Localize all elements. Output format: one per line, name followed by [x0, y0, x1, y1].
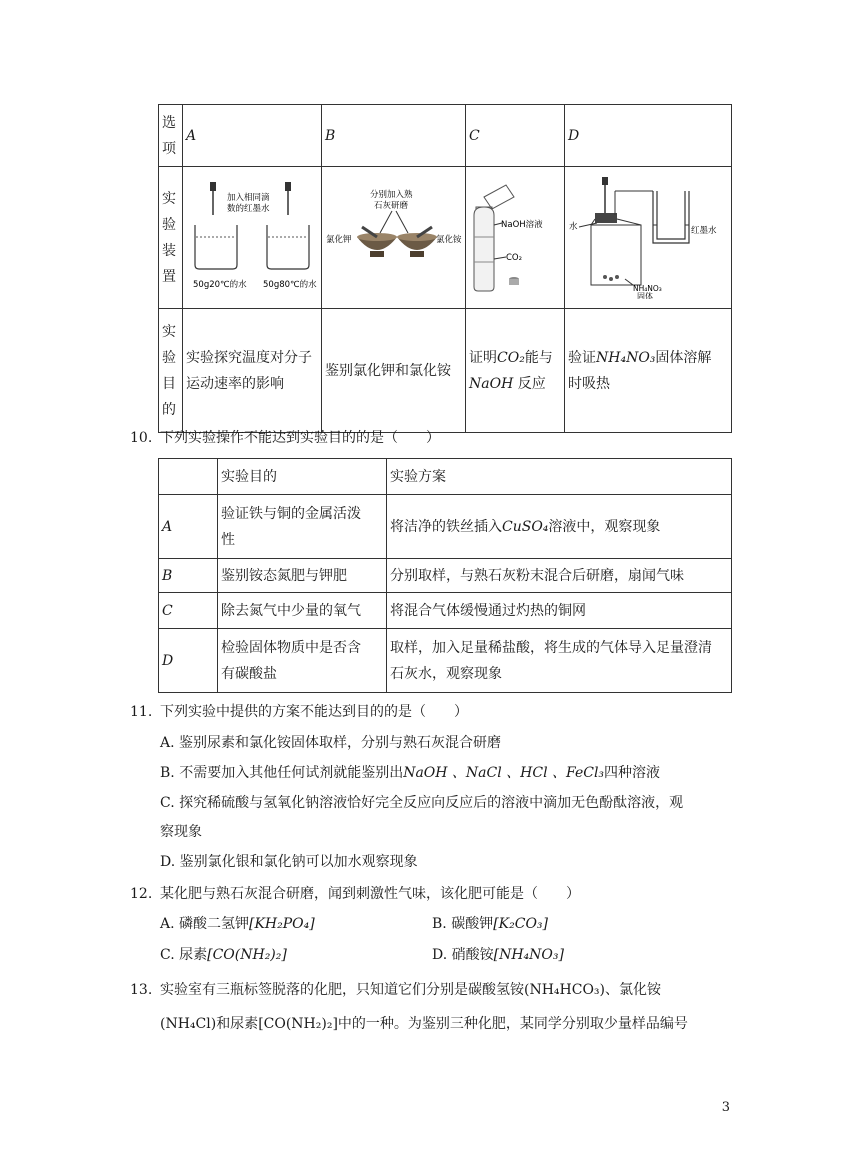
svg-text:红墨水: 红墨水 [691, 226, 717, 236]
table-row [159, 559, 732, 593]
table-row [159, 459, 732, 495]
svg-text:NaOH溶液: NaOH溶液 [501, 220, 543, 230]
svg-text:数的红墨水: 数的红墨水 [227, 204, 270, 214]
svg-text:分别加入熟: 分别加入熟 [370, 190, 413, 200]
mortars-diagram [322, 167, 465, 299]
svg-text:水: 水 [569, 222, 578, 232]
question-11: 11. 下列实验中提供的方案不能达到目的的是（ ） [130, 704, 468, 720]
question-13-line2: (NH₄Cl)和尿素[CO(NH₂)₂]中的一种。为鉴别三种化肥，某同学分别取少量样品编号 [160, 1016, 688, 1032]
svg-text:氯化铵: 氯化铵 [436, 235, 462, 245]
table-row [159, 309, 732, 433]
q11-option-a: A. 鉴别尿素和氯化铵固体取样，分别与熟石灰混合研磨 [160, 735, 502, 751]
row-plan: 将混合气体缓慢通过灼热的铜网 [387, 593, 732, 629]
table-row [159, 105, 732, 167]
apparatus-d [565, 167, 732, 309]
table-row [159, 629, 732, 693]
q11-option-d: D. 鉴别氯化银和氯化钠可以加水观察现象 [160, 854, 418, 870]
row-purpose: 检验固体物质中是否含 有碳酸盐 [218, 629, 387, 693]
q12-option-d: D. 硝酸铵[NH₄NO₃] [432, 947, 564, 963]
row-plan: 将洁净的铁丝插入CuSO₄溶液中，观察现象 [387, 495, 732, 559]
apparatus-a [183, 167, 322, 309]
row-option: D [159, 629, 218, 693]
q12-option-a: A. 磷酸二氢钾[KH₂PO₄] [160, 916, 315, 932]
q11-option-c-line2: 察现象 [160, 824, 202, 840]
apparatus-c [466, 167, 565, 309]
flask-utube-diagram [565, 167, 731, 299]
svg-text:加入相同滴: 加入相同滴 [227, 193, 270, 203]
purpose-d: 验证NH₄NO₃固体溶解 时吸热 [565, 309, 732, 433]
q12-option-c: C. 尿素[CO(NH₂)₂] [160, 947, 287, 963]
table-row [159, 167, 732, 309]
row-purpose: 除去氮气中少量的氧气 [218, 593, 387, 629]
header-plan: 实验方案 [387, 459, 732, 495]
table-row [159, 593, 732, 629]
header-empty [159, 459, 218, 495]
option-c-header: C [466, 105, 565, 167]
row-plan: 取样，加入足量稀盐酸，将生成的气体导入足量澄清 石灰水，观察现象 [387, 629, 732, 693]
row-label-option: 选项 [159, 105, 183, 167]
purpose-b: 鉴别氯化钾和氯化铵 [322, 309, 466, 433]
row-label-apparatus: 实验装置 [159, 167, 183, 309]
purpose-a: 实验探究温度对分子 运动速率的影响 [183, 309, 322, 433]
option-a-header: A [183, 105, 322, 167]
option-b-header: B [322, 105, 466, 167]
beakers-diagram [183, 167, 321, 299]
question-10: 10. 下列实验操作不能达到实验目的的是（ ） [130, 430, 440, 446]
svg-text:固体: 固体 [637, 292, 653, 299]
svg-text:氯化钾: 氯化钾 [326, 235, 352, 245]
row-purpose: 鉴别铵态氮肥与钾肥 [218, 559, 387, 593]
purpose-c: 证明CO₂能与 NaOH 反应 [466, 309, 565, 433]
row-option: B [159, 559, 218, 593]
svg-text:50g20℃的水: 50g20℃的水 [193, 280, 247, 290]
table-row [159, 495, 732, 559]
svg-text:50g80℃的水: 50g80℃的水 [263, 280, 317, 290]
row-purpose: 验证铁与铜的金属活泼 性 [218, 495, 387, 559]
option-d-header: D [565, 105, 732, 167]
bottle-diagram [466, 167, 564, 299]
q11-option-b: B. 不需要加入其他任何试剂就能鉴别出NaOH 、NaCl 、HCl 、FeCl₃四种溶液 [160, 765, 661, 781]
row-label-purpose: 实验目的 [159, 309, 183, 433]
row-option: A [159, 495, 218, 559]
row-option: C [159, 593, 218, 629]
row-plan: 分别取样，与熟石灰粉末混合后研磨，扇闻气味 [387, 559, 732, 593]
svg-text:石灰研磨: 石灰研磨 [374, 201, 409, 211]
question-12: 12. 某化肥与熟石灰混合研磨，闻到刺激性气味，该化肥可能是（ ） [130, 886, 580, 902]
svg-text:CO₂: CO₂ [506, 253, 523, 263]
experiment-table [158, 104, 732, 433]
q11-option-c-line1: C. 探究稀硫酸与氢氧化钠溶液恰好完全反应向反应后的溶液中滴加无色酚酞溶液，观 [160, 795, 684, 811]
question-13: 13. 实验室有三瓶标签脱落的化肥，只知道它们分别是碳酸氢铵(NH₄HCO₃)、氯化铵 [130, 982, 662, 998]
q12-option-b: B. 碳酸钾[K₂CO₃] [432, 916, 548, 932]
svg-text:NH₄NO₃: NH₄NO₃ [633, 284, 662, 293]
page-number: 3 [721, 1100, 730, 1115]
plan-table [158, 458, 732, 693]
apparatus-b [322, 167, 466, 309]
header-purpose: 实验目的 [218, 459, 387, 495]
